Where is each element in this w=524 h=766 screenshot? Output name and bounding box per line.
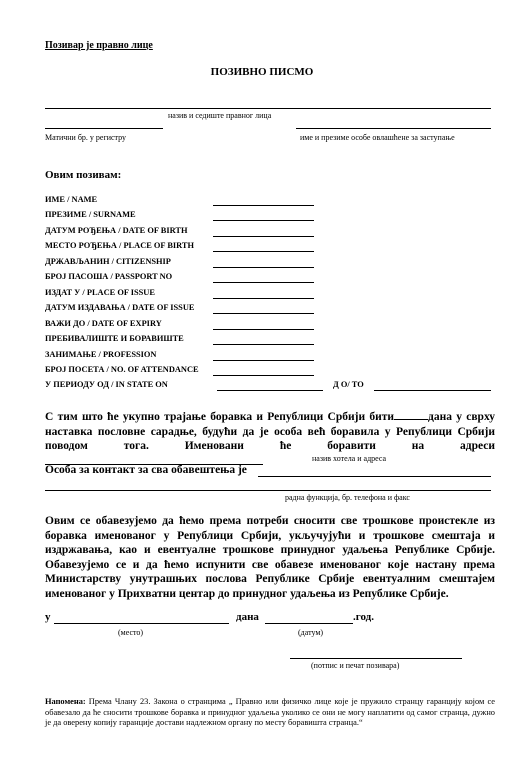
representative-caption: име и презиме особе овлашћене за заступање bbox=[300, 133, 455, 142]
field-name-input[interactable] bbox=[213, 205, 314, 206]
field-birthdate-label: ДАТУМ РОЂЕЊА / DATE OF BIRTH bbox=[45, 226, 188, 235]
contact-input[interactable] bbox=[258, 476, 491, 477]
stay-paragraph bbox=[45, 409, 495, 469]
stay-text-before: С тим што ће укупно трајање боравка и Републици Србији бити bbox=[45, 411, 394, 423]
field-attendance-label: БРОЈ ПОСЕТА / NO. OF ATTENDANCE bbox=[45, 365, 199, 374]
stay-text-after: дана у сврху наставка пословне сарадње, будући да је особа већ боравила у Републици Србији поводом тога. Именовани ће боравити на адреси bbox=[45, 411, 495, 452]
period-to-input[interactable] bbox=[374, 390, 491, 391]
note-paragraph bbox=[45, 697, 495, 729]
company-name-caption: назив и седиште правног лица bbox=[168, 111, 272, 120]
signature-input[interactable] bbox=[290, 658, 462, 659]
field-expiry-label: ВАЖИ ДО / DATE OF EXPIRY bbox=[45, 319, 162, 328]
field-name-label: ИМЕ / NAME bbox=[45, 195, 98, 204]
field-citizenship-label: ДРЖАВЉАНИН / CITIZENSHIP bbox=[45, 257, 171, 266]
field-birthdate-input[interactable] bbox=[213, 236, 314, 237]
invite-heading: Овим позивам: bbox=[45, 169, 122, 181]
place-caption: (место) bbox=[118, 628, 144, 637]
date-input[interactable] bbox=[265, 623, 353, 624]
field-passport-label: БРОЈ ПАСОША / PASSPORT NO bbox=[45, 272, 173, 281]
note-label: Напомена: bbox=[45, 697, 86, 706]
field-residence-input[interactable] bbox=[213, 344, 314, 345]
contact-label: Особа за контакт за сва обавештења је bbox=[45, 464, 247, 476]
invitor-type-heading: Позивар је правно лице bbox=[45, 40, 153, 51]
field-birthplace-input[interactable] bbox=[213, 251, 314, 252]
date-prefix: дана bbox=[236, 611, 259, 623]
field-surname-input[interactable] bbox=[213, 220, 314, 221]
company-name-line[interactable] bbox=[45, 108, 491, 109]
field-issue-date-label: ДАТУМ ИЗДАВАЊА / DATE OF ISSUE bbox=[45, 303, 195, 312]
contact-caption: радна функција, бр. телефона и факс bbox=[285, 493, 410, 502]
field-birthplace-label: МЕСТО РОЂЕЊА / PLACE OF BIRTH bbox=[45, 241, 195, 250]
period-from-label: У ПЕРИОДУ ОД / IN STATE ON bbox=[45, 380, 168, 389]
field-passport-input[interactable] bbox=[213, 282, 314, 283]
year-suffix: .год. bbox=[353, 611, 374, 623]
period-from-input[interactable] bbox=[217, 390, 323, 391]
field-surname-label: ПРЕЗИМЕ / SURNAME bbox=[45, 210, 136, 219]
place-input[interactable] bbox=[54, 623, 229, 624]
place-prefix: у bbox=[45, 611, 51, 623]
reg-number-caption: Матични бр. у регистру bbox=[45, 133, 127, 142]
field-issue-place-label: ИЗДАТ У / PLACE OF ISSUE bbox=[45, 288, 155, 297]
hotel-caption: назив хотела и адреса bbox=[312, 454, 387, 463]
field-issue-place-input[interactable] bbox=[213, 298, 314, 299]
contact-input-line-2[interactable] bbox=[45, 490, 491, 491]
obligation-paragraph: Овим се обавезујемо да ћемо према потреби сносити све трошкове проистекле из боравка именованог у Републици Србији, укључујући и трошкове смештаја и издржавања, као и евентуалне трошкове принудног удаљења Републике Србије. Обавезујемо се и да ћемо испунити све обавезе именованог које настану према Министарству унутрашњих послова Републике Србије евентуалним смештајем именованог у Прихватни центар до принудног удаљења из Републике Србије. bbox=[45, 515, 495, 600]
period-to-label: Д О/ TO bbox=[333, 380, 364, 389]
field-expiry-input[interactable] bbox=[213, 329, 314, 330]
field-citizenship-input[interactable] bbox=[213, 267, 314, 268]
date-caption: (датум) bbox=[298, 628, 324, 637]
representative-line[interactable] bbox=[296, 128, 491, 129]
page-title: ПОЗИВНО ПИСМО bbox=[210, 66, 314, 78]
field-profession-input[interactable] bbox=[213, 360, 314, 361]
note-text: Према Члану 23. Закона о странцима „ Правно или физичко лице које је пружило странцу гаранцију којом се обавезало да ће сносити трошкове боравка и принудног удаљења уколико се они не могу наплатити од самог странца, дужно је да оверену копију гаранције достави надлежном органу по месту боравишта странца.“ bbox=[45, 697, 495, 728]
stay-address-input[interactable] bbox=[45, 454, 263, 465]
field-profession-label: ЗАНИМАЊЕ / PROFESSION bbox=[45, 350, 157, 359]
reg-number-line[interactable] bbox=[45, 128, 163, 129]
field-issue-date-input[interactable] bbox=[213, 313, 314, 314]
signature-caption: (потпис и печат позивара) bbox=[311, 661, 400, 670]
field-residence-label: ПРЕБИВАЛИШТЕ И БОРАВИШТЕ bbox=[45, 334, 184, 343]
stay-days-input[interactable] bbox=[394, 409, 428, 420]
field-attendance-input[interactable] bbox=[213, 375, 314, 376]
